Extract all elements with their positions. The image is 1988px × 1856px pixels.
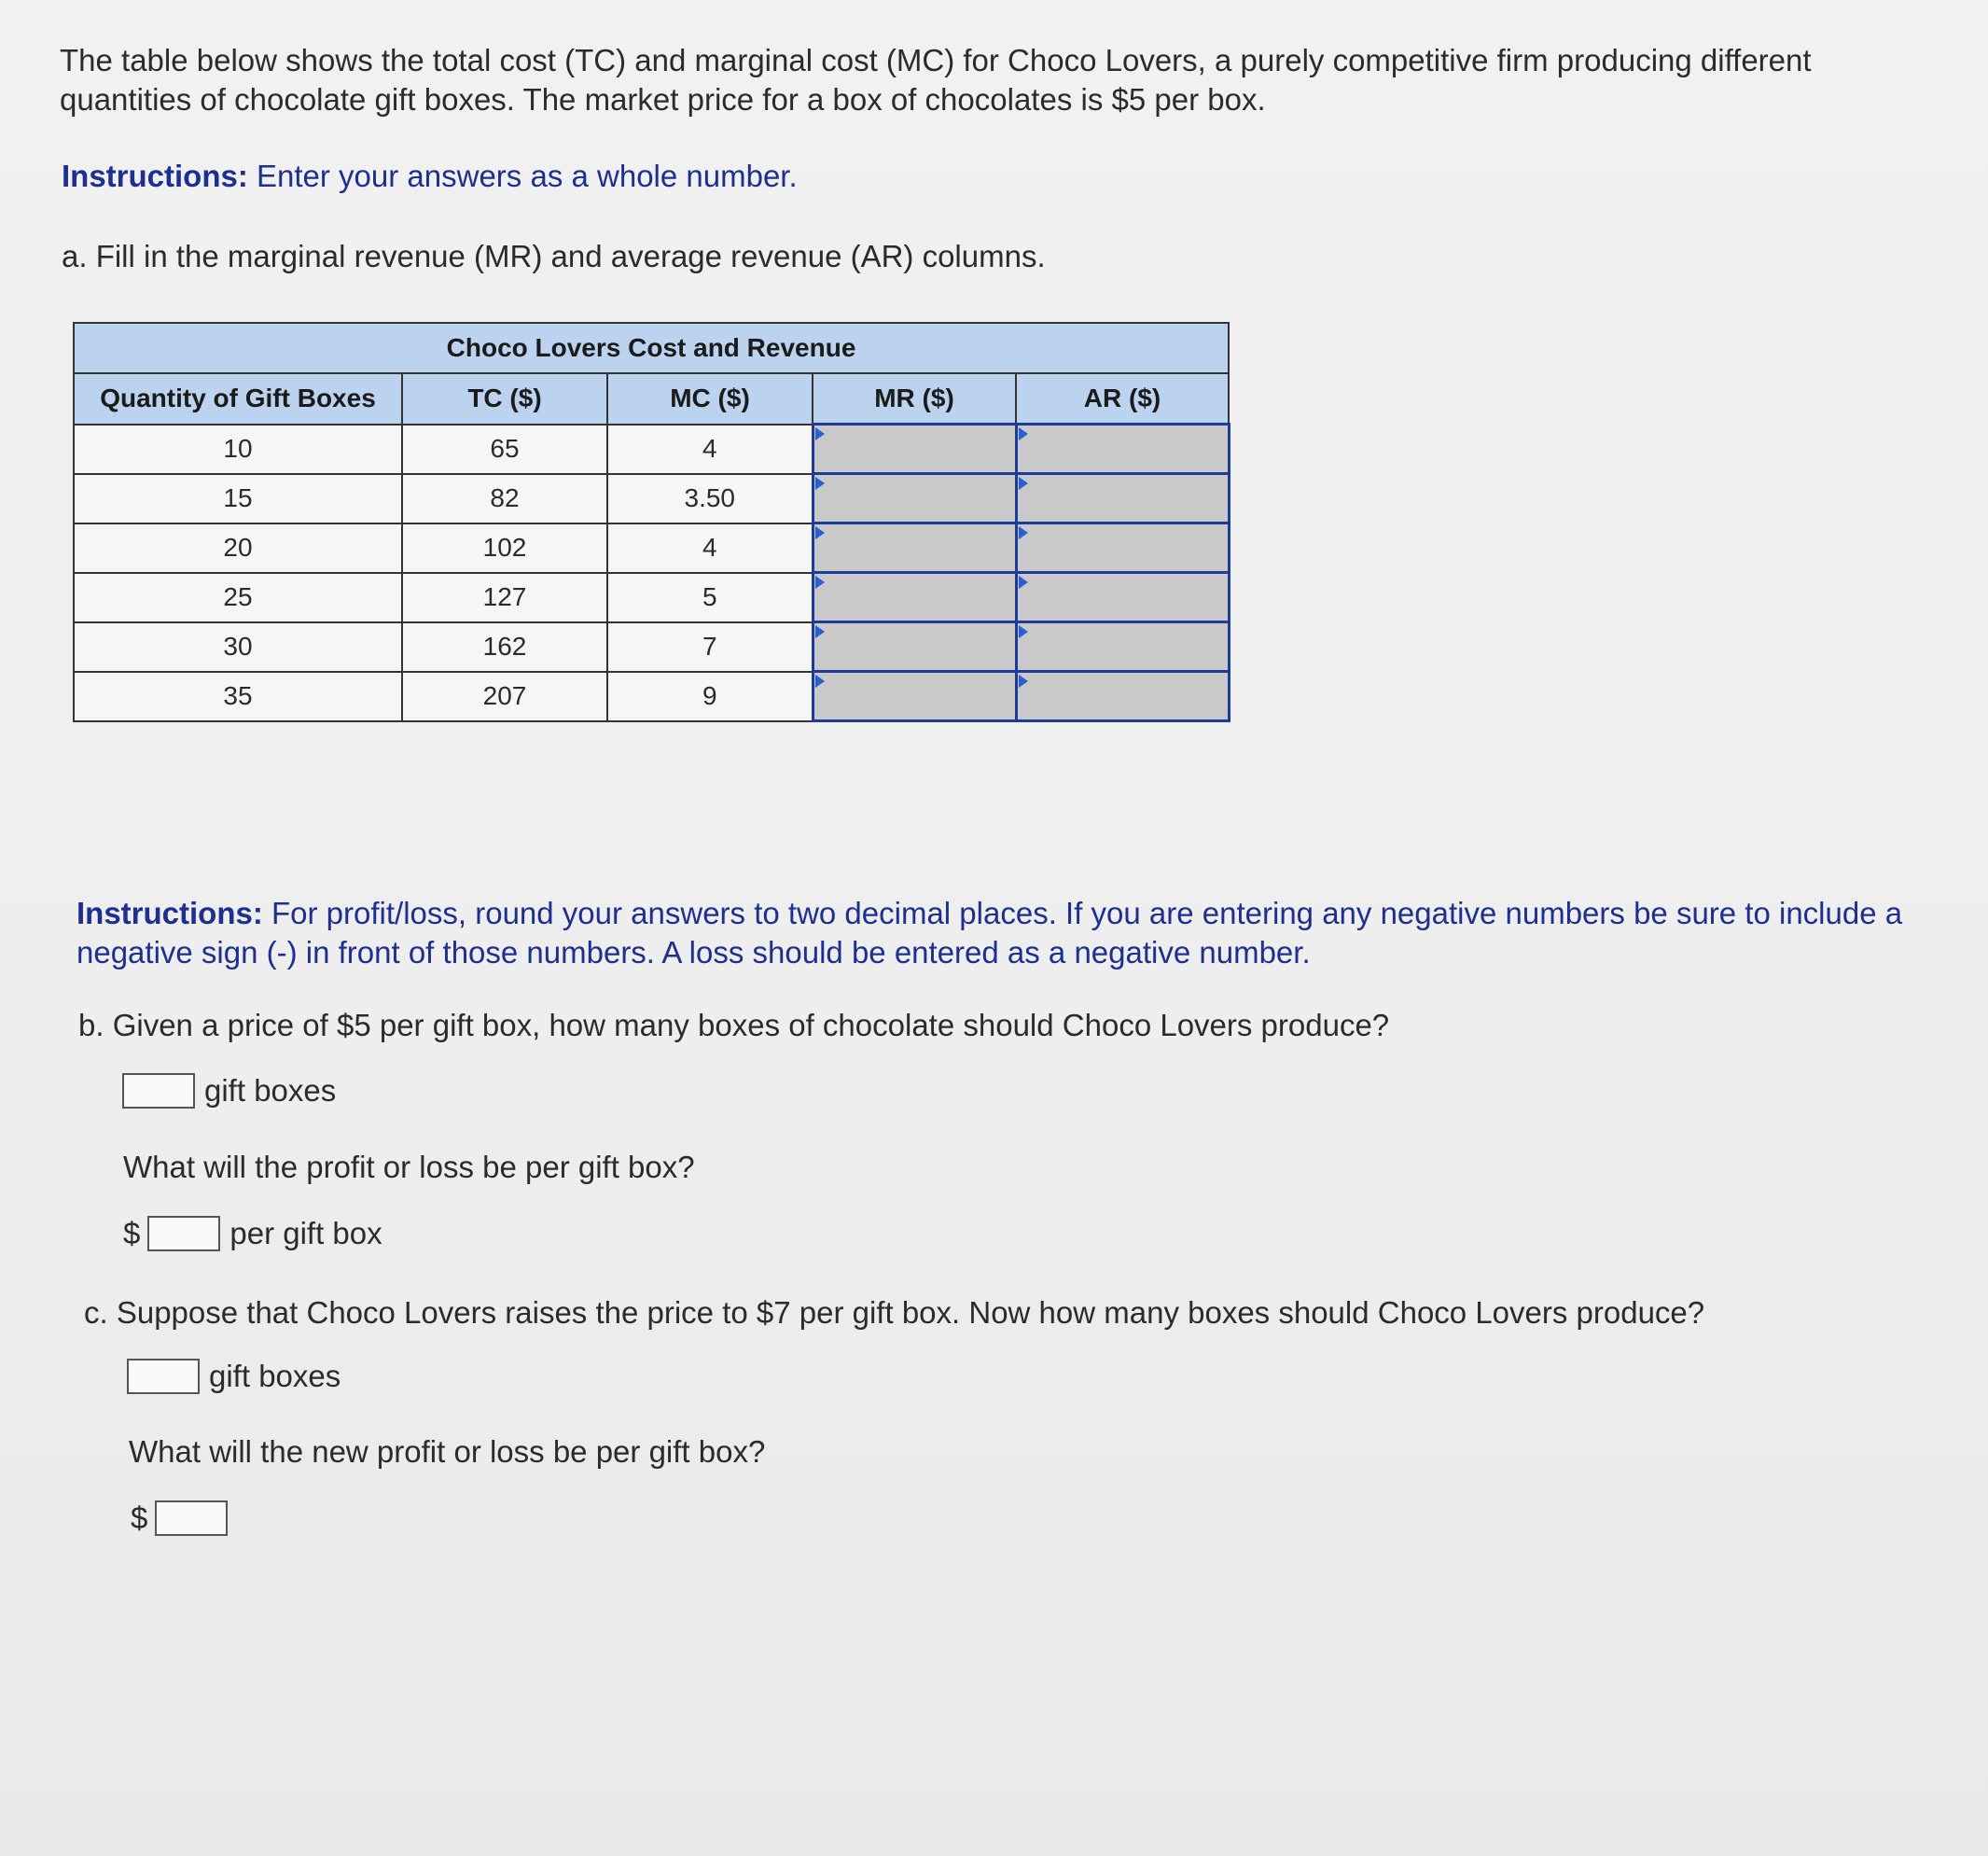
mc-cell: 7 [607,622,813,672]
part-b-profit-question: What will the profit or loss be per gift box? [123,1150,695,1184]
instructions-text: Enter your answers as a whole number. [247,159,798,193]
table-row [74,573,1229,622]
cell-marker-icon [1019,477,1028,490]
quantity-cell: 30 [74,622,402,672]
table-header-row [74,373,1229,425]
mr-input-cell[interactable] [813,474,1016,523]
tc-cell: 127 [402,573,607,622]
quantity-cell: 15 [74,474,402,523]
instructions-whole-number [62,157,1834,196]
mr-input[interactable] [814,524,1015,571]
table-row [74,672,1229,721]
part-c-quantity-input[interactable] [127,1359,200,1394]
part-b-profit-answer [123,1216,382,1251]
mr-input[interactable] [814,623,1015,670]
cell-marker-icon [815,427,825,440]
quantity-cell: 10 [74,425,402,474]
ar-input-cell[interactable] [1016,573,1229,622]
header-quantity: Quantity of Gift Boxes [74,373,402,425]
instructions-text: For profit/loss, round your answers to two decimal places. If you are entering any negative numbers be sure to include a negative sign (-) in front of those numbers. A loss should be entered as a negative number. [76,896,1903,970]
part-c-profit-input[interactable] [155,1500,228,1536]
cell-marker-icon [1019,576,1028,589]
table-row [74,474,1229,523]
ar-input[interactable] [1018,673,1228,719]
cell-marker-icon [1019,526,1028,539]
part-c-quantity-answer [127,1359,341,1394]
ar-input-cell[interactable] [1016,474,1229,523]
mr-input[interactable] [814,426,1015,472]
ar-input-cell[interactable] [1016,622,1229,672]
tc-cell: 65 [402,425,607,474]
ar-input-cell[interactable] [1016,672,1229,721]
cell-marker-icon [1019,675,1028,688]
quantity-cell: 25 [74,573,402,622]
part-b-question: b. Given a price of $5 per gift box, how many boxes of chocolate should Choco Lovers produce? [78,1008,1390,1042]
ar-input-cell[interactable] [1016,425,1229,474]
instructions-label: Instructions: [76,896,263,930]
mr-input-cell[interactable] [813,622,1016,672]
mr-input-cell[interactable] [813,523,1016,573]
mc-cell: 3.50 [607,474,813,523]
per-gift-box-label: per gift box [229,1216,382,1250]
header-mr: MR ($) [813,373,1016,425]
cell-marker-icon [815,477,825,490]
tc-cell: 162 [402,622,607,672]
mr-input-cell[interactable] [813,425,1016,474]
header-mc: MC ($) [607,373,813,425]
quantity-cell: 20 [74,523,402,573]
mc-cell: 4 [607,425,813,474]
header-tc: TC ($) [402,373,607,425]
instructions-label: Instructions: [62,159,248,193]
mr-input[interactable] [814,673,1015,719]
tc-cell: 102 [402,523,607,573]
cell-marker-icon [815,576,825,589]
instructions-profit-loss [76,894,1952,972]
part-c-profit-answer [131,1500,237,1536]
cell-marker-icon [815,675,825,688]
quantity-cell: 35 [74,672,402,721]
mr-input[interactable] [814,475,1015,522]
table-row [74,425,1229,474]
ar-input-cell[interactable] [1016,523,1229,573]
table-row [74,622,1229,672]
tc-cell: 82 [402,474,607,523]
header-ar: AR ($) [1016,373,1229,425]
cell-marker-icon [1019,625,1028,638]
part-a-question: a. Fill in the marginal revenue (MR) and average revenue (AR) columns. [62,239,1046,273]
table-title: Choco Lovers Cost and Revenue [74,323,1229,373]
cell-marker-icon [815,625,825,638]
part-b-quantity-answer [122,1073,336,1109]
dollar-sign: $ [123,1216,141,1250]
table-row [74,523,1229,573]
part-c-question: c. Suppose that Choco Lovers raises the price to $7 per gift box. Now how many boxes should Choco Lovers produce? [84,1295,1705,1330]
mc-cell: 4 [607,523,813,573]
ar-input[interactable] [1018,475,1228,522]
ar-input[interactable] [1018,524,1228,571]
gift-boxes-label: gift boxes [204,1073,337,1108]
cell-marker-icon [1019,427,1028,440]
ar-input[interactable] [1018,623,1228,670]
mc-cell: 9 [607,672,813,721]
ar-input[interactable] [1018,426,1228,472]
part-b-quantity-input[interactable] [122,1073,195,1109]
cost-revenue-table-container [73,322,1228,722]
tc-cell: 207 [402,672,607,721]
mr-input-cell[interactable] [813,672,1016,721]
cost-revenue-table [73,322,1230,722]
gift-boxes-label: gift boxes [209,1359,341,1393]
cell-marker-icon [815,526,825,539]
dollar-sign: $ [131,1500,148,1535]
ar-input[interactable] [1018,574,1228,621]
intro-text: The table below shows the total cost (TC) and marginal cost (MC) for Choco Lovers, a purely competitive firm producing different quantities of chocolate gift boxes. The market price for a box of chocolates is $5 per box. [60,43,1812,117]
part-b-profit-input[interactable] [147,1216,220,1251]
mr-input-cell[interactable] [813,573,1016,622]
mr-input[interactable] [814,574,1015,621]
mc-cell: 5 [607,573,813,622]
part-c-profit-question: What will the new profit or loss be per gift box? [129,1434,766,1469]
